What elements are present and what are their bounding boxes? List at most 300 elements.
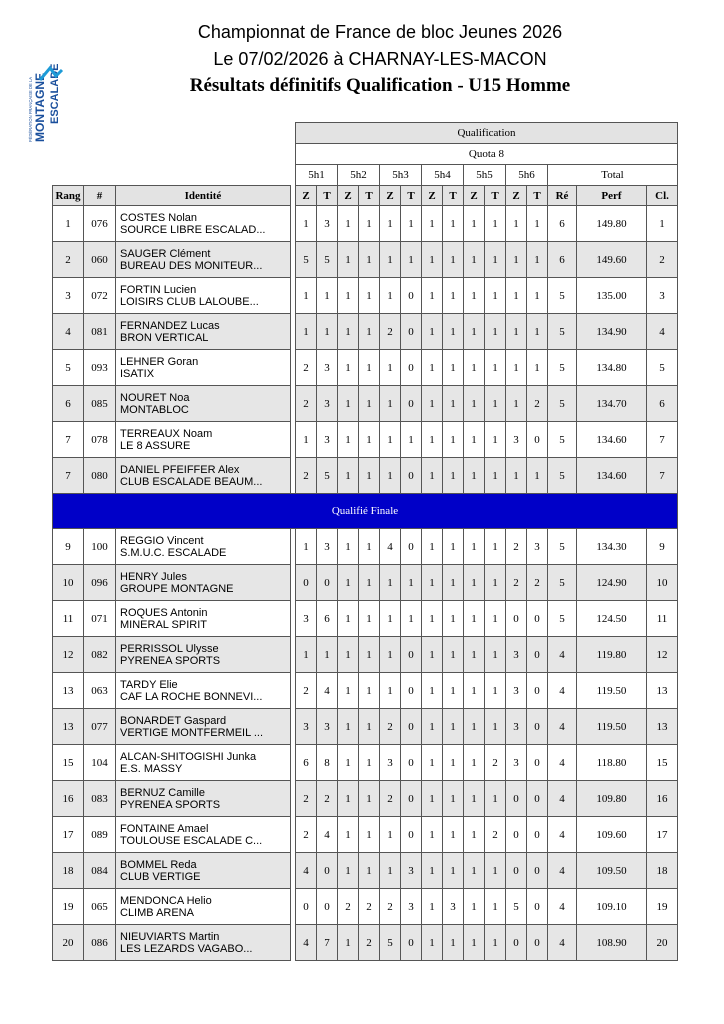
table-row <box>53 853 678 889</box>
rang-cell: 16 <box>53 781 84 817</box>
score-cell: 1 <box>338 673 359 709</box>
table-row <box>53 458 678 494</box>
athlete-name: ALCAN-SHITOGISHI Junka <box>120 750 257 763</box>
num-cell: 080 <box>84 458 116 494</box>
rang-cell: 10 <box>53 565 84 601</box>
cl-cell: 7 <box>647 458 678 494</box>
col-z: Z <box>464 186 485 206</box>
rang-cell: 9 <box>53 529 84 565</box>
num-cell: 100 <box>84 529 116 565</box>
score-cell: 1 <box>485 889 506 925</box>
score-cell: 1 <box>359 529 380 565</box>
cl-cell: 1 <box>647 206 678 242</box>
score-cell: 0 <box>401 529 422 565</box>
score-cell: 0 <box>527 745 548 781</box>
rang-cell: 7 <box>53 458 84 494</box>
perf-cell: 134.80 <box>577 350 647 386</box>
score-cell: 0 <box>401 925 422 961</box>
score-cell: 3 <box>443 889 464 925</box>
num-cell: 063 <box>84 673 116 709</box>
score-cell: 6 <box>317 601 338 637</box>
bloc-header: 5h5 <box>464 165 506 186</box>
club-name: LOISIRS CLUB LALOUBE... <box>120 295 259 308</box>
num-cell: 072 <box>84 278 116 314</box>
score-cell: 0 <box>401 817 422 853</box>
identite-cell <box>116 817 291 853</box>
rang-cell: 5 <box>53 350 84 386</box>
score-cell: 2 <box>359 925 380 961</box>
re-cell: 4 <box>548 889 577 925</box>
club-name: CLIMB ARENA <box>120 906 194 919</box>
score-cell: 1 <box>485 709 506 745</box>
score-cell: 3 <box>506 745 527 781</box>
perf-cell: 134.90 <box>577 314 647 350</box>
club-name: E.S. MASSY <box>120 762 183 775</box>
score-cell: 1 <box>338 242 359 278</box>
score-cell: 1 <box>359 673 380 709</box>
rang-cell: 13 <box>53 673 84 709</box>
score-cell: 5 <box>317 458 338 494</box>
identite-cell <box>116 529 291 565</box>
cl-cell: 18 <box>647 853 678 889</box>
re-cell: 4 <box>548 709 577 745</box>
rang-cell: 15 <box>53 745 84 781</box>
table-row <box>53 673 678 709</box>
athlete-name: FONTAINE Amael <box>120 822 209 835</box>
score-cell: 1 <box>485 422 506 458</box>
score-cell: 1 <box>485 925 506 961</box>
score-cell: 0 <box>401 314 422 350</box>
score-cell: 2 <box>296 386 317 422</box>
score-cell: 1 <box>443 314 464 350</box>
score-cell: 1 <box>464 529 485 565</box>
perf-cell: 119.50 <box>577 673 647 709</box>
score-cell: 1 <box>485 314 506 350</box>
bloc-header: 5h2 <box>338 165 380 186</box>
score-cell: 1 <box>338 458 359 494</box>
score-cell: 5 <box>296 242 317 278</box>
score-cell: 1 <box>317 637 338 673</box>
score-cell: 1 <box>296 278 317 314</box>
table-row <box>53 817 678 853</box>
score-cell: 1 <box>422 529 443 565</box>
score-cell: 1 <box>338 529 359 565</box>
score-cell: 3 <box>506 673 527 709</box>
score-cell: 2 <box>485 817 506 853</box>
re-cell: 5 <box>548 278 577 314</box>
rang-cell: 17 <box>53 817 84 853</box>
athlete-name: MENDONCA Helio <box>120 894 212 907</box>
score-cell: 1 <box>380 817 401 853</box>
re-cell: 4 <box>548 925 577 961</box>
score-cell: 1 <box>464 458 485 494</box>
score-cell: 1 <box>443 673 464 709</box>
score-cell: 0 <box>401 745 422 781</box>
num-cell: 089 <box>84 817 116 853</box>
score-cell: 1 <box>485 458 506 494</box>
score-cell: 1 <box>443 422 464 458</box>
table-row <box>53 781 678 817</box>
score-cell: 1 <box>422 565 443 601</box>
score-cell: 1 <box>422 350 443 386</box>
score-cell: 0 <box>317 889 338 925</box>
re-cell: 5 <box>548 350 577 386</box>
score-cell: 0 <box>401 386 422 422</box>
score-cell: 1 <box>464 817 485 853</box>
identite-cell <box>116 637 291 673</box>
score-cell: 2 <box>380 709 401 745</box>
score-cell: 1 <box>296 422 317 458</box>
score-cell: 0 <box>401 781 422 817</box>
score-cell: 0 <box>527 422 548 458</box>
perf-cell: 109.10 <box>577 889 647 925</box>
score-cell: 1 <box>401 422 422 458</box>
col-cl: Cl. <box>647 186 678 206</box>
qualifie-finale-label: Qualifié Finale <box>53 494 678 529</box>
athlete-name: NIEUVIARTS Martin <box>120 930 220 943</box>
col-z: Z <box>338 186 359 206</box>
quota-header: Quota 8 <box>296 144 678 165</box>
identite-cell <box>116 314 291 350</box>
score-cell: 1 <box>464 745 485 781</box>
table-row <box>53 206 678 242</box>
score-cell: 1 <box>506 242 527 278</box>
num-cell: 096 <box>84 565 116 601</box>
re-cell: 5 <box>548 565 577 601</box>
table-row <box>53 889 678 925</box>
cl-cell: 13 <box>647 709 678 745</box>
score-cell: 1 <box>359 458 380 494</box>
score-cell: 1 <box>443 386 464 422</box>
score-cell: 0 <box>317 853 338 889</box>
score-cell: 1 <box>422 278 443 314</box>
score-cell: 1 <box>296 637 317 673</box>
table-row <box>53 278 678 314</box>
identite-cell <box>116 278 291 314</box>
score-cell: 1 <box>443 925 464 961</box>
cl-cell: 17 <box>647 817 678 853</box>
score-cell: 1 <box>422 206 443 242</box>
athlete-name: PERRISSOL Ulysse <box>120 642 219 655</box>
score-cell: 1 <box>359 206 380 242</box>
score-cell: 1 <box>380 422 401 458</box>
score-cell: 1 <box>485 350 506 386</box>
cl-cell: 15 <box>647 745 678 781</box>
score-cell: 2 <box>296 673 317 709</box>
score-cell: 1 <box>401 206 422 242</box>
score-cell: 1 <box>443 817 464 853</box>
col-z: Z <box>296 186 317 206</box>
score-cell: 1 <box>527 458 548 494</box>
col-t: T <box>443 186 464 206</box>
identite-cell <box>116 422 291 458</box>
re-cell: 4 <box>548 853 577 889</box>
score-cell: 1 <box>380 637 401 673</box>
col-re: Ré <box>548 186 577 206</box>
athlete-name: TERREAUX Noam <box>120 427 213 440</box>
score-cell: 1 <box>359 853 380 889</box>
score-cell: 3 <box>317 422 338 458</box>
title-line-2: Le 07/02/2026 à CHARNAY-LES-MACON <box>213 49 547 69</box>
score-cell: 0 <box>401 637 422 673</box>
score-cell: 8 <box>317 745 338 781</box>
score-cell: 1 <box>464 422 485 458</box>
score-cell: 1 <box>443 278 464 314</box>
table-row <box>53 745 678 781</box>
score-cell: 5 <box>506 889 527 925</box>
athlete-name: SAUGER Clément <box>120 247 211 260</box>
rang-cell: 13 <box>53 709 84 745</box>
cl-cell: 2 <box>647 242 678 278</box>
cl-cell: 16 <box>647 781 678 817</box>
club-name: MONTABLOC <box>120 403 189 416</box>
score-cell: 1 <box>380 206 401 242</box>
score-cell: 1 <box>338 853 359 889</box>
re-cell: 4 <box>548 637 577 673</box>
rang-cell: 4 <box>53 314 84 350</box>
score-cell: 1 <box>296 206 317 242</box>
score-cell: 1 <box>464 709 485 745</box>
perf-cell: 124.90 <box>577 565 647 601</box>
score-cell: 3 <box>317 386 338 422</box>
identite-cell <box>116 565 291 601</box>
score-cell: 1 <box>422 601 443 637</box>
score-cell: 1 <box>464 637 485 673</box>
num-cell: 104 <box>84 745 116 781</box>
num-cell: 081 <box>84 314 116 350</box>
identite-cell <box>116 350 291 386</box>
score-cell: 1 <box>443 350 464 386</box>
score-cell: 1 <box>485 206 506 242</box>
identite-cell <box>116 673 291 709</box>
score-cell: 0 <box>527 889 548 925</box>
re-cell: 4 <box>548 673 577 709</box>
score-cell: 1 <box>443 637 464 673</box>
score-cell: 4 <box>296 925 317 961</box>
score-cell: 3 <box>506 637 527 673</box>
col-t: T <box>401 186 422 206</box>
rang-cell: 7 <box>53 422 84 458</box>
score-cell: 1 <box>338 601 359 637</box>
score-cell: 1 <box>443 458 464 494</box>
identite-cell <box>116 745 291 781</box>
score-cell: 1 <box>401 242 422 278</box>
score-cell: 0 <box>527 673 548 709</box>
score-cell: 1 <box>338 925 359 961</box>
club-name: PYRENEA SPORTS <box>120 654 221 667</box>
score-cell: 1 <box>506 314 527 350</box>
identite-cell <box>116 206 291 242</box>
score-cell: 1 <box>506 386 527 422</box>
club-name: PYRENEA SPORTS <box>120 798 221 811</box>
score-cell: 1 <box>359 242 380 278</box>
re-cell: 5 <box>548 458 577 494</box>
logo-text-escalade: ESCALADE <box>49 63 61 124</box>
col-t: T <box>317 186 338 206</box>
total-header: Total <box>548 165 678 186</box>
num-cell: 071 <box>84 601 116 637</box>
score-cell: 1 <box>422 709 443 745</box>
score-cell: 1 <box>338 781 359 817</box>
cl-cell: 3 <box>647 278 678 314</box>
athlete-name: HENRY Jules <box>120 570 187 583</box>
club-name: CAF LA ROCHE BONNEVI... <box>120 690 263 703</box>
score-cell: 1 <box>464 206 485 242</box>
score-cell: 0 <box>506 817 527 853</box>
table-row <box>53 709 678 745</box>
athlete-name: COSTES Nolan <box>120 211 198 224</box>
score-cell: 1 <box>359 422 380 458</box>
score-cell: 0 <box>401 709 422 745</box>
score-cell: 1 <box>506 278 527 314</box>
score-cell: 0 <box>401 673 422 709</box>
num-cell: 065 <box>84 889 116 925</box>
score-cell: 0 <box>527 853 548 889</box>
score-cell: 1 <box>464 853 485 889</box>
score-cell: 1 <box>401 601 422 637</box>
perf-cell: 109.80 <box>577 781 647 817</box>
club-name: ISATIX <box>120 367 155 380</box>
club-name: BRON VERTICAL <box>120 331 209 344</box>
col-t: T <box>527 186 548 206</box>
col-num: # <box>84 186 116 206</box>
identite-cell <box>116 889 291 925</box>
score-cell: 1 <box>443 601 464 637</box>
score-cell: 1 <box>380 350 401 386</box>
table-row <box>53 637 678 673</box>
num-cell: 084 <box>84 853 116 889</box>
identite-cell <box>116 458 291 494</box>
score-cell: 1 <box>338 745 359 781</box>
num-cell: 060 <box>84 242 116 278</box>
perf-cell: 134.30 <box>577 529 647 565</box>
score-cell: 1 <box>359 278 380 314</box>
score-cell: 1 <box>485 673 506 709</box>
score-cell: 1 <box>485 565 506 601</box>
athlete-name: TARDY Elie <box>120 678 178 691</box>
score-cell: 1 <box>506 206 527 242</box>
score-cell: 1 <box>380 565 401 601</box>
bloc-header: 5h4 <box>422 165 464 186</box>
score-cell: 1 <box>443 853 464 889</box>
score-cell: 1 <box>422 889 443 925</box>
identite-cell <box>116 242 291 278</box>
score-cell: 2 <box>506 565 527 601</box>
score-cell: 1 <box>359 817 380 853</box>
score-cell: 1 <box>338 565 359 601</box>
identite-cell <box>116 925 291 961</box>
score-cell: 1 <box>527 206 548 242</box>
score-cell: 1 <box>422 745 443 781</box>
table-row <box>53 386 678 422</box>
score-cell: 7 <box>317 925 338 961</box>
perf-cell: 109.60 <box>577 817 647 853</box>
score-cell: 1 <box>485 386 506 422</box>
score-cell: 1 <box>401 565 422 601</box>
table-row <box>53 925 678 961</box>
cl-cell: 12 <box>647 637 678 673</box>
score-cell: 1 <box>464 889 485 925</box>
score-cell: 3 <box>506 422 527 458</box>
cl-cell: 11 <box>647 601 678 637</box>
score-cell: 1 <box>359 601 380 637</box>
cl-cell: 20 <box>647 925 678 961</box>
identite-cell <box>116 386 291 422</box>
score-cell: 1 <box>338 350 359 386</box>
score-cell: 3 <box>527 529 548 565</box>
score-cell: 1 <box>296 529 317 565</box>
club-name: BUREAU DES MONITEUR... <box>120 259 263 272</box>
score-cell: 5 <box>317 242 338 278</box>
rang-cell: 18 <box>53 853 84 889</box>
score-cell: 1 <box>422 386 443 422</box>
table-row <box>53 565 678 601</box>
score-cell: 3 <box>296 601 317 637</box>
score-cell: 0 <box>296 889 317 925</box>
score-cell: 1 <box>464 601 485 637</box>
club-name: TOULOUSE ESCALADE C... <box>120 834 263 847</box>
score-cell: 5 <box>380 925 401 961</box>
score-cell: 2 <box>296 781 317 817</box>
athlete-name: FORTIN Lucien <box>120 283 197 296</box>
re-cell: 5 <box>548 314 577 350</box>
col-z: Z <box>380 186 401 206</box>
num-cell: 077 <box>84 709 116 745</box>
score-cell: 1 <box>485 242 506 278</box>
perf-cell: 149.60 <box>577 242 647 278</box>
score-cell: 2 <box>317 781 338 817</box>
re-cell: 5 <box>548 601 577 637</box>
table-row <box>53 601 678 637</box>
perf-cell: 119.50 <box>577 709 647 745</box>
score-cell: 1 <box>506 458 527 494</box>
score-cell: 0 <box>506 781 527 817</box>
perf-cell: 135.00 <box>577 278 647 314</box>
score-cell: 1 <box>443 781 464 817</box>
score-cell: 1 <box>506 350 527 386</box>
score-cell: 0 <box>401 458 422 494</box>
score-cell: 1 <box>422 637 443 673</box>
score-cell: 1 <box>380 278 401 314</box>
score-cell: 1 <box>422 853 443 889</box>
score-cell: 0 <box>527 925 548 961</box>
separator-row <box>53 494 678 529</box>
re-cell: 4 <box>548 781 577 817</box>
score-cell: 1 <box>338 206 359 242</box>
club-name: SOURCE LIBRE ESCALAD... <box>120 223 266 236</box>
re-cell: 6 <box>548 242 577 278</box>
score-cell: 1 <box>359 745 380 781</box>
num-cell: 093 <box>84 350 116 386</box>
club-name: CLUB VERTIGE <box>120 870 201 883</box>
results-table <box>52 122 678 961</box>
score-cell: 1 <box>422 781 443 817</box>
logo-small-text: FÉDÉRATION FRANÇAISE DE LA <box>28 76 33 142</box>
col-t: T <box>485 186 506 206</box>
score-cell: 1 <box>485 637 506 673</box>
table-row <box>53 314 678 350</box>
title-line-3: Résultats définitifs Qualification - U15 Homme <box>189 75 571 96</box>
score-cell: 0 <box>317 565 338 601</box>
score-cell: 1 <box>422 422 443 458</box>
re-cell: 6 <box>548 206 577 242</box>
score-cell: 2 <box>338 889 359 925</box>
score-cell: 1 <box>422 458 443 494</box>
score-cell: 0 <box>527 601 548 637</box>
club-name: S.M.U.C. ESCALADE <box>120 546 227 559</box>
score-cell: 1 <box>464 314 485 350</box>
rang-cell: 20 <box>53 925 84 961</box>
